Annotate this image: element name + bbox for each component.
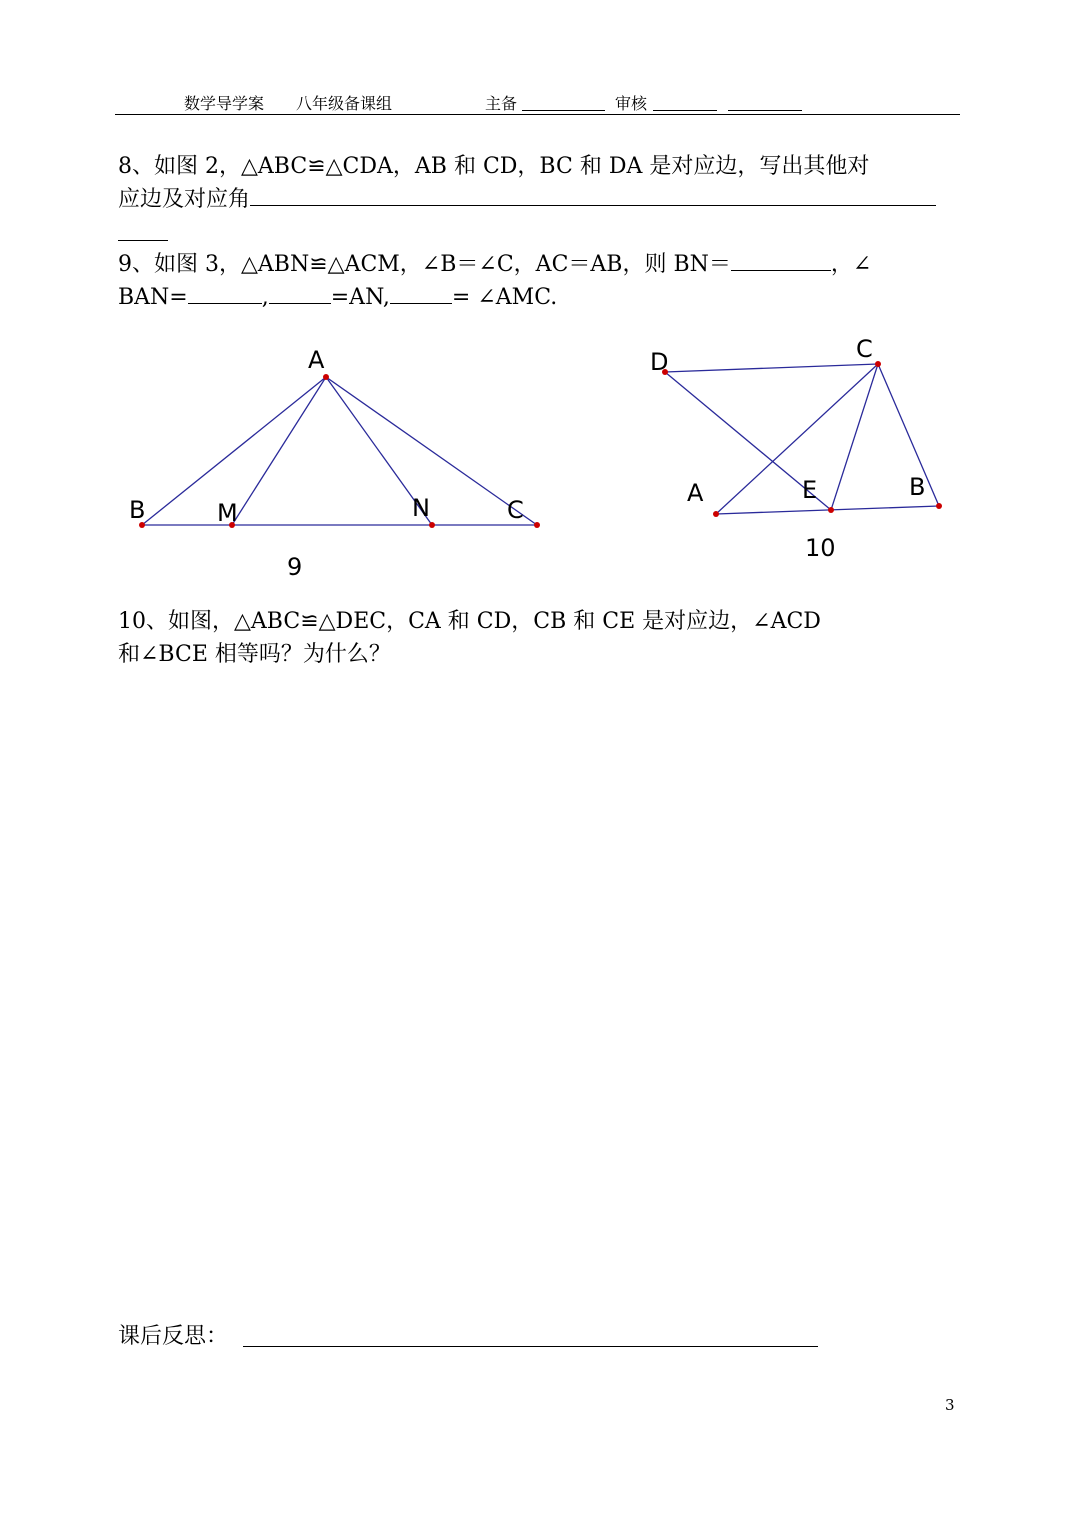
question-10 <box>118 605 958 671</box>
label-m: M <box>217 499 238 527</box>
label-a: A <box>687 479 704 507</box>
q8-answer-blank[interactable] <box>250 185 936 206</box>
q8-line3 <box>118 216 958 251</box>
reflection-label: 课后反思： <box>118 1324 229 1349</box>
q8-line1: 8、如图 2，△ABC≌△CDA，AB 和 CD，BC 和 DA 是对应边，写出其他对 <box>118 154 870 179</box>
segment-am <box>232 377 326 525</box>
q9-line1 <box>118 248 958 281</box>
header-group: 八年级备课组 <box>296 94 393 113</box>
q9-line1-tail: ，∠ <box>830 252 872 277</box>
label-c: C <box>507 496 524 524</box>
segment-dc <box>665 364 878 372</box>
figure-9 <box>110 330 570 590</box>
header-zhubei-label: 主备 <box>485 94 518 113</box>
q9-line1-text: 9、如图 3，△ABN≌△ACM，∠B＝∠C，AC＝AB，则 BN＝ <box>118 252 731 277</box>
q9-amc-label: = ∠AMC. <box>451 285 558 310</box>
header-shenhe-label: 审核 <box>615 94 648 113</box>
q8-line2 <box>118 183 958 216</box>
extra-blank[interactable] <box>728 94 802 111</box>
point-a <box>323 374 329 380</box>
shenhe-blank[interactable] <box>653 94 717 111</box>
question-9 <box>118 248 958 314</box>
figure-9-caption: 9 <box>287 553 303 581</box>
point-b <box>936 503 942 509</box>
q9-comma: , <box>261 285 269 310</box>
figure-10-caption: 10 <box>805 534 836 562</box>
q9-ban-blank[interactable] <box>188 283 262 304</box>
label-a: A <box>308 346 325 374</box>
header-title: 数学导学案 <box>184 94 265 113</box>
q9-bn-blank[interactable] <box>731 250 831 271</box>
label-b: B <box>129 496 146 524</box>
label-c: C <box>856 335 873 363</box>
q9-ban-label: BAN= <box>118 285 188 310</box>
page-number: 3 <box>945 1396 955 1414</box>
label-n: N <box>412 494 430 522</box>
q9-an-label: =AN, <box>330 285 390 310</box>
label-d: D <box>650 348 669 376</box>
point-c <box>875 361 881 367</box>
zhubei-blank[interactable] <box>522 94 605 111</box>
point-n <box>429 522 435 528</box>
question-8 <box>118 150 958 251</box>
point-e <box>828 507 834 513</box>
q10-line2: 和∠BCE 相等吗？为什么？ <box>118 642 391 667</box>
q9-line2 <box>118 281 958 314</box>
q8-line2-text: 应边及对应角 <box>118 187 251 212</box>
point-c <box>534 522 540 528</box>
reflection-blank[interactable] <box>243 1346 818 1347</box>
q8-answer-blank-continued[interactable] <box>118 216 168 241</box>
segment-ac <box>326 377 537 525</box>
q9-amc-blank[interactable] <box>390 283 452 304</box>
label-e: E <box>802 476 818 504</box>
header-rule <box>115 114 960 115</box>
label-b: B <box>909 473 926 501</box>
q10-line1: 10、如图，△ABC≌△DEC，CA 和 CD，CB 和 CE 是对应边，∠ACD <box>118 609 821 634</box>
figure-10 <box>640 330 970 570</box>
q9-an-blank[interactable] <box>269 283 331 304</box>
point-a <box>713 511 719 517</box>
